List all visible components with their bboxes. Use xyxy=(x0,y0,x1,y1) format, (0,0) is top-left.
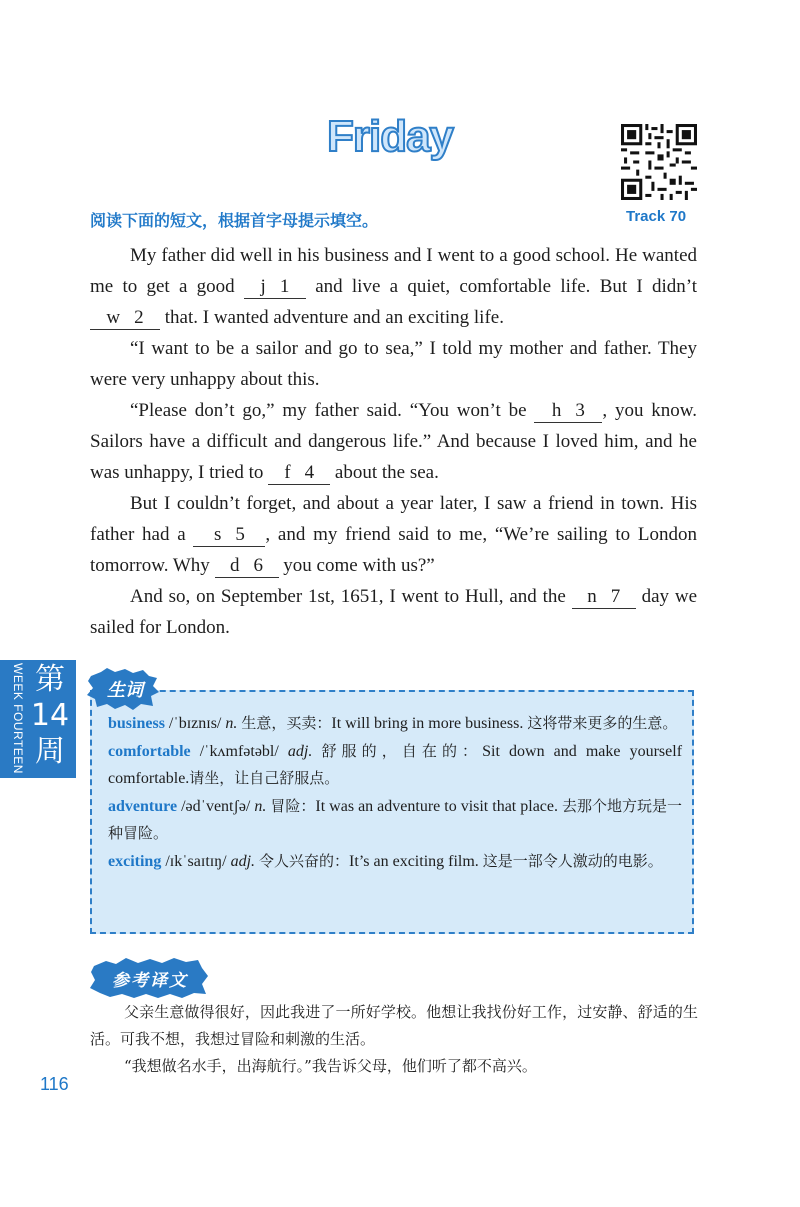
vocab-entry xyxy=(108,793,682,848)
blank-4: f 4 xyxy=(268,462,330,485)
passage-text: that. I wanted adventure and an exciting life. xyxy=(164,307,504,328)
vocab-example: Sit down and make yourself comfortable. xyxy=(108,742,683,787)
translation-text xyxy=(90,999,698,1080)
vocab-entry xyxy=(108,710,682,738)
blank-1: j 1 xyxy=(244,276,306,299)
passage-text: But I couldn’t forget, and about a year later, I saw a friend in town. His father had a xyxy=(90,493,697,545)
passage-text: , and my friend said to me, “We’re sailing to London tomorrow. Why xyxy=(90,524,697,576)
passage-text: , you know. Sailors have a difficult and dangerous life.” And because I loved him, and he was unhappy, I tried to xyxy=(90,400,697,483)
vocab-word: exciting xyxy=(108,852,162,870)
blank-7: n 7 xyxy=(572,586,636,609)
vocab-word: adventure xyxy=(108,797,178,815)
vocab-phonetic: /ˈbɪznɪs/ xyxy=(168,715,222,732)
vocab-example-cn: 这是一部令人激动的电影。 xyxy=(482,851,663,870)
blank-5: s 5 xyxy=(193,524,265,547)
week-label-cn: 第14周 xyxy=(30,662,70,769)
vocab-definition: 冒险： xyxy=(270,796,316,815)
vocab-pos: n. xyxy=(254,797,267,815)
vocab-entry xyxy=(108,738,682,793)
page-title: Friday xyxy=(326,112,454,161)
translation-tag-label: 参考译文 xyxy=(112,971,188,991)
week-label-en: WEEK FOURTEEN xyxy=(11,663,25,774)
vocabulary-list xyxy=(108,710,682,875)
translation-paragraph: “我想做名水手，出海航行。”我告诉父母，他们听了都不高兴。 xyxy=(124,1057,537,1075)
vocab-phonetic: /ədˈventʃə/ xyxy=(181,797,251,815)
vocab-definition: 令人兴奋的： xyxy=(259,851,350,870)
blank-6: d 6 xyxy=(215,555,279,578)
instruction-text: 阅读下面的短文，根据首字母提示填空。 xyxy=(90,211,379,230)
passage-text: And so, on September 1st, 1651, I went to Hull, and the xyxy=(130,586,566,607)
translation-paragraph: 父亲生意做得很好，因此我进了一所好学校。他想让我找份好工作，过安静、舒适的生活。可我不想，我想过冒险和刺激的生活。 xyxy=(90,1003,698,1048)
qr-code-icon xyxy=(621,124,697,200)
vocab-pos: n. xyxy=(225,715,238,732)
track-label: Track 70 xyxy=(626,208,687,225)
vocab-tag-label: 生词 xyxy=(107,680,143,701)
vocab-phonetic: /ɪkˈsaɪtɪŋ/ xyxy=(165,852,227,870)
vocab-word: comfortable xyxy=(108,742,191,760)
vocab-example: It’s an exciting film. xyxy=(349,852,479,870)
passage-text: you come with us?” xyxy=(283,555,435,576)
passage-text: My father did well in his business and I went to a good school. He wanted me to get a good xyxy=(90,245,697,297)
vocab-definition: 生意，买卖： xyxy=(241,714,332,732)
vocab-pos: adj. xyxy=(287,742,313,760)
vocab-example: It was an adventure to visit that place. xyxy=(315,797,559,815)
vocab-example-cn: 去那个地方玩是一种冒险。 xyxy=(108,796,683,842)
passage-text: and live a quiet, comfortable life. But I didn’t xyxy=(315,276,698,297)
page-number: 116 xyxy=(40,1074,69,1094)
vocab-definition: 舒服的，自在的： xyxy=(321,741,483,760)
vocab-pos: adj. xyxy=(230,852,256,870)
vocab-word: business xyxy=(108,715,165,732)
passage-text: “Please don’t go,” my father said. “You won’t be xyxy=(130,400,527,421)
passage-paragraph xyxy=(90,240,697,333)
vocab-phonetic: /ˈkʌmfətəbl/ xyxy=(199,742,279,760)
passage-text: about the sea. xyxy=(334,462,439,483)
passage-paragraph xyxy=(90,395,697,488)
week-tab xyxy=(0,660,76,778)
vocab-example-cn: 这将带来更多的生意。 xyxy=(527,714,678,732)
blank-3: h 3 xyxy=(534,400,602,423)
reading-passage xyxy=(90,240,697,643)
vocab-example-cn: 请坐，让自己舒服点。 xyxy=(189,769,340,787)
vocab-example: It will bring in more business. xyxy=(331,715,524,732)
blank-2: w 2 xyxy=(90,307,160,330)
vocab-entry xyxy=(108,848,682,876)
passage-text: day we sailed for London. xyxy=(90,586,698,638)
passage-paragraph xyxy=(90,581,697,643)
passage-paragraph xyxy=(90,488,697,581)
passage-paragraph: “I want to be a sailor and go to sea,” I told my mother and father. They were very unhappy about this. xyxy=(90,338,697,390)
